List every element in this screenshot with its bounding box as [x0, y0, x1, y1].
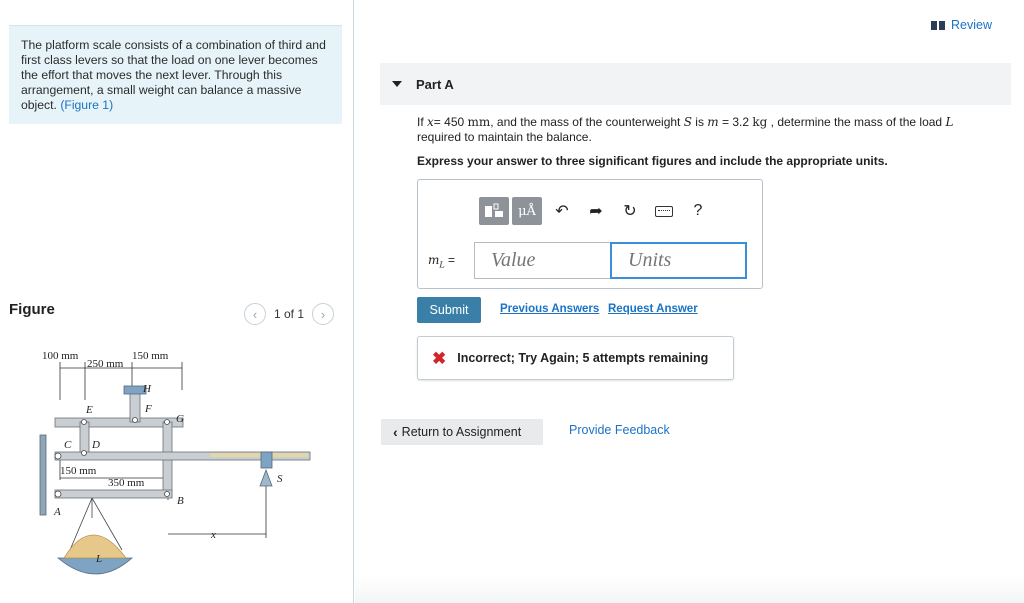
return-label: Return to Assignment [401, 425, 522, 439]
units-button[interactable]: μÅ [512, 197, 542, 225]
question-mid: , and the mass of the counterweight [490, 115, 684, 129]
part-a-header[interactable] [380, 63, 1011, 105]
chevron-right-icon[interactable]: › [312, 303, 334, 325]
label-H: H [143, 383, 151, 395]
left-panel [0, 0, 354, 603]
label-A: A [54, 506, 61, 518]
figure-title: Figure [9, 301, 55, 318]
figure-link[interactable]: (Figure 1) [60, 98, 114, 112]
submit-button[interactable]: Submit [417, 297, 481, 323]
bottom-fade [355, 575, 1024, 603]
label-D: D [92, 439, 100, 451]
redo-icon[interactable]: ➦ [589, 203, 603, 220]
m-symbol: m [707, 115, 719, 129]
feedback-text: Incorrect; Try Again; 5 attempts remaining [457, 351, 709, 365]
answer-label [428, 253, 455, 269]
label-S: S [277, 473, 283, 485]
review-link[interactable] [931, 18, 992, 32]
label-x: x [211, 529, 216, 541]
templates-icon[interactable] [479, 197, 509, 225]
m-value: = 3.2 [718, 115, 753, 129]
math-toolbar [479, 197, 715, 225]
book-icon [931, 21, 945, 30]
x-unit: mm [467, 115, 491, 129]
feedback-box [417, 336, 734, 380]
l-symbol: L [945, 115, 954, 129]
figure-pager [244, 303, 334, 325]
dim-100-label: 100 mm [42, 350, 79, 362]
problem-text: The platform scale consists of a combination of third and first class levers so that the load on one lever becomes the effort that moves the next lever. Through this arrangement, a small weight can balance a massive object. [21, 38, 326, 112]
part-a-title: Part A [416, 76, 454, 92]
chevron-left-icon: ‹ [393, 424, 398, 440]
value-input[interactable] [474, 242, 611, 279]
answer-box [417, 179, 763, 289]
units-input[interactable] [610, 242, 747, 279]
request-answer-link[interactable]: Request Answer [608, 303, 698, 315]
question-line2: required to maintain the balance. [417, 130, 592, 144]
label-B: B [177, 495, 184, 507]
provide-feedback-link[interactable]: Provide Feedback [569, 423, 670, 437]
x-value: = 450 [433, 115, 468, 129]
dim-250-label: 250 mm [87, 358, 124, 370]
pager-count: 1 of 1 [274, 307, 305, 321]
previous-answers-link[interactable]: Previous Answers [500, 303, 600, 315]
answer-instruction: Express your answer to three significant figures and include the appropriate units. [417, 154, 888, 168]
chevron-left-icon[interactable]: ‹ [244, 303, 266, 325]
x-icon: ✖ [432, 348, 447, 368]
return-to-assignment-button[interactable] [381, 419, 543, 445]
review-label: Review [951, 18, 992, 32]
label-F: F [145, 403, 152, 415]
dim-150-left-label: 150 mm [60, 465, 97, 477]
question-post: , determine the mass of the load [767, 115, 946, 129]
m-unit: kg [752, 115, 768, 129]
label-L: L [96, 553, 103, 565]
keyboard-icon[interactable] [647, 206, 681, 217]
answer-label-sub: L [439, 260, 445, 270]
x-symbol: x [427, 115, 434, 129]
undo-icon[interactable]: ↶ [555, 203, 569, 220]
dim-350-label: 350 mm [108, 477, 145, 489]
platform-scale-figure [30, 340, 320, 590]
label-G: G [176, 413, 184, 425]
problem-statement [9, 25, 342, 124]
help-button[interactable]: ? [693, 202, 703, 219]
s-symbol: S [683, 115, 692, 129]
question-pre: If [417, 115, 428, 129]
dim-150-top-label: 150 mm [132, 350, 169, 362]
question-is: is [691, 115, 708, 129]
reset-icon[interactable]: ↻ [623, 203, 637, 220]
label-E: E [86, 404, 93, 416]
answer-label-eq: = [444, 253, 456, 267]
caret-down-icon [392, 81, 402, 87]
question-text [417, 115, 992, 145]
answer-label-symbol: m [428, 253, 440, 267]
label-C: C [64, 439, 72, 451]
